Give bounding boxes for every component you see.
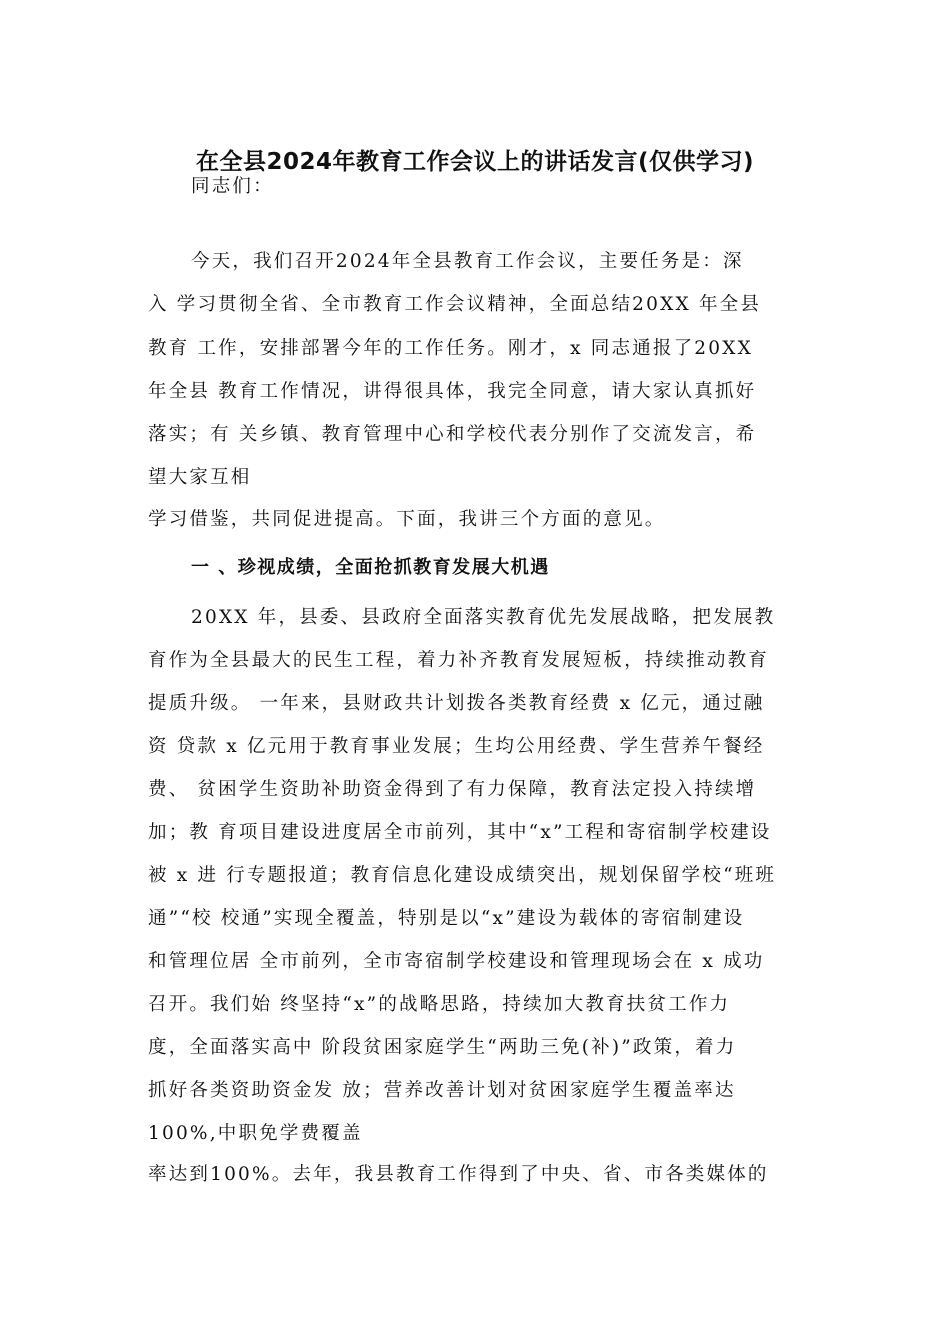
paragraph-line: 被 x 进 行专题报道；教育信息化建设成绩突出，规划保留学校“班班 — [148, 865, 777, 886]
paragraph-line: 育作为全县最大的民生工程，着力补齐教育发展短板，持续推动教育 — [148, 650, 770, 671]
paragraph-line: 教育 工作，安排部署今年的工作任务。刚才，x 同志通报了20XX — [148, 338, 753, 359]
paragraph-line: 提质升级。 一年来，县财政共计划拨各类教育经费 x 亿元，通过融 — [148, 693, 765, 714]
paragraph-line: 今天，我们召开2024年全县教育工作会议，主要任务是：深 — [191, 251, 744, 272]
paragraph-line: 望大家互相 — [148, 467, 252, 488]
paragraph-line: 和管理位居 全市前列，全市寄宿制学校建设和管理现场会在 x 成功 — [148, 951, 765, 972]
paragraph-line: 入 学习贯彻全省、全市教育工作会议精神，全面总结20XX 年全县 — [148, 294, 762, 315]
paragraph-line: 通”“校 校通”实现全覆盖，特别是以“x”建设为载体的寄宿制建设 — [148, 908, 745, 929]
paragraph-line: 落实；有 关乡镇、教育管理中心和学校代表分别作了交流发言，希 — [148, 424, 757, 445]
paragraph-line: 抓好各类资助资金发 放；营养改善计划对贫困家庭学生覆盖率达 — [148, 1080, 736, 1101]
paragraph-line: 20XX 年，县委、县政府全面落实教育优先发展战略，把发展教 — [191, 607, 776, 628]
paragraph-line: 加；教 育项目建设进度居全市前列，其中“x”工程和寄宿制学校建设 — [148, 822, 772, 843]
document-title: 在全县2024年教育工作会议上的讲话发言(仅供学习) — [195, 149, 755, 175]
paragraph-line: 学习借鉴，共同促进提高。下面，我讲三个方面的意见。 — [148, 509, 666, 530]
paragraph-line: 费、 贫困学生资助补助资金得到了有力保障，教育法定投入持续增 — [148, 779, 757, 800]
section-heading: 一 、珍视成绩，全面抢抓教育发展大机遇 — [191, 557, 550, 578]
paragraph-line: 召开。我们始 终坚持“x”的战略思路，持续加大教育扶贫工作力 — [148, 994, 731, 1015]
paragraph-line: 资 贷款 x 亿元用于教育事业发展；生均公用经费、学生营养午餐经 — [148, 736, 765, 757]
paragraph-line: 度，全面落实高中 阶段贫困家庭学生“两助三免(补)”政策，着力 — [148, 1037, 737, 1058]
paragraph-line: 100%,中职免学费覆盖 — [148, 1123, 363, 1144]
paragraph-line: 年全县 教育工作情况，讲得很具体，我完全同意，请大家认真抓好 — [148, 381, 757, 402]
paragraph-line: 率达到100%。去年，我县教育工作得到了中央、省、市各类媒体的 — [148, 1164, 769, 1185]
salutation: 同志们： — [191, 176, 274, 197]
